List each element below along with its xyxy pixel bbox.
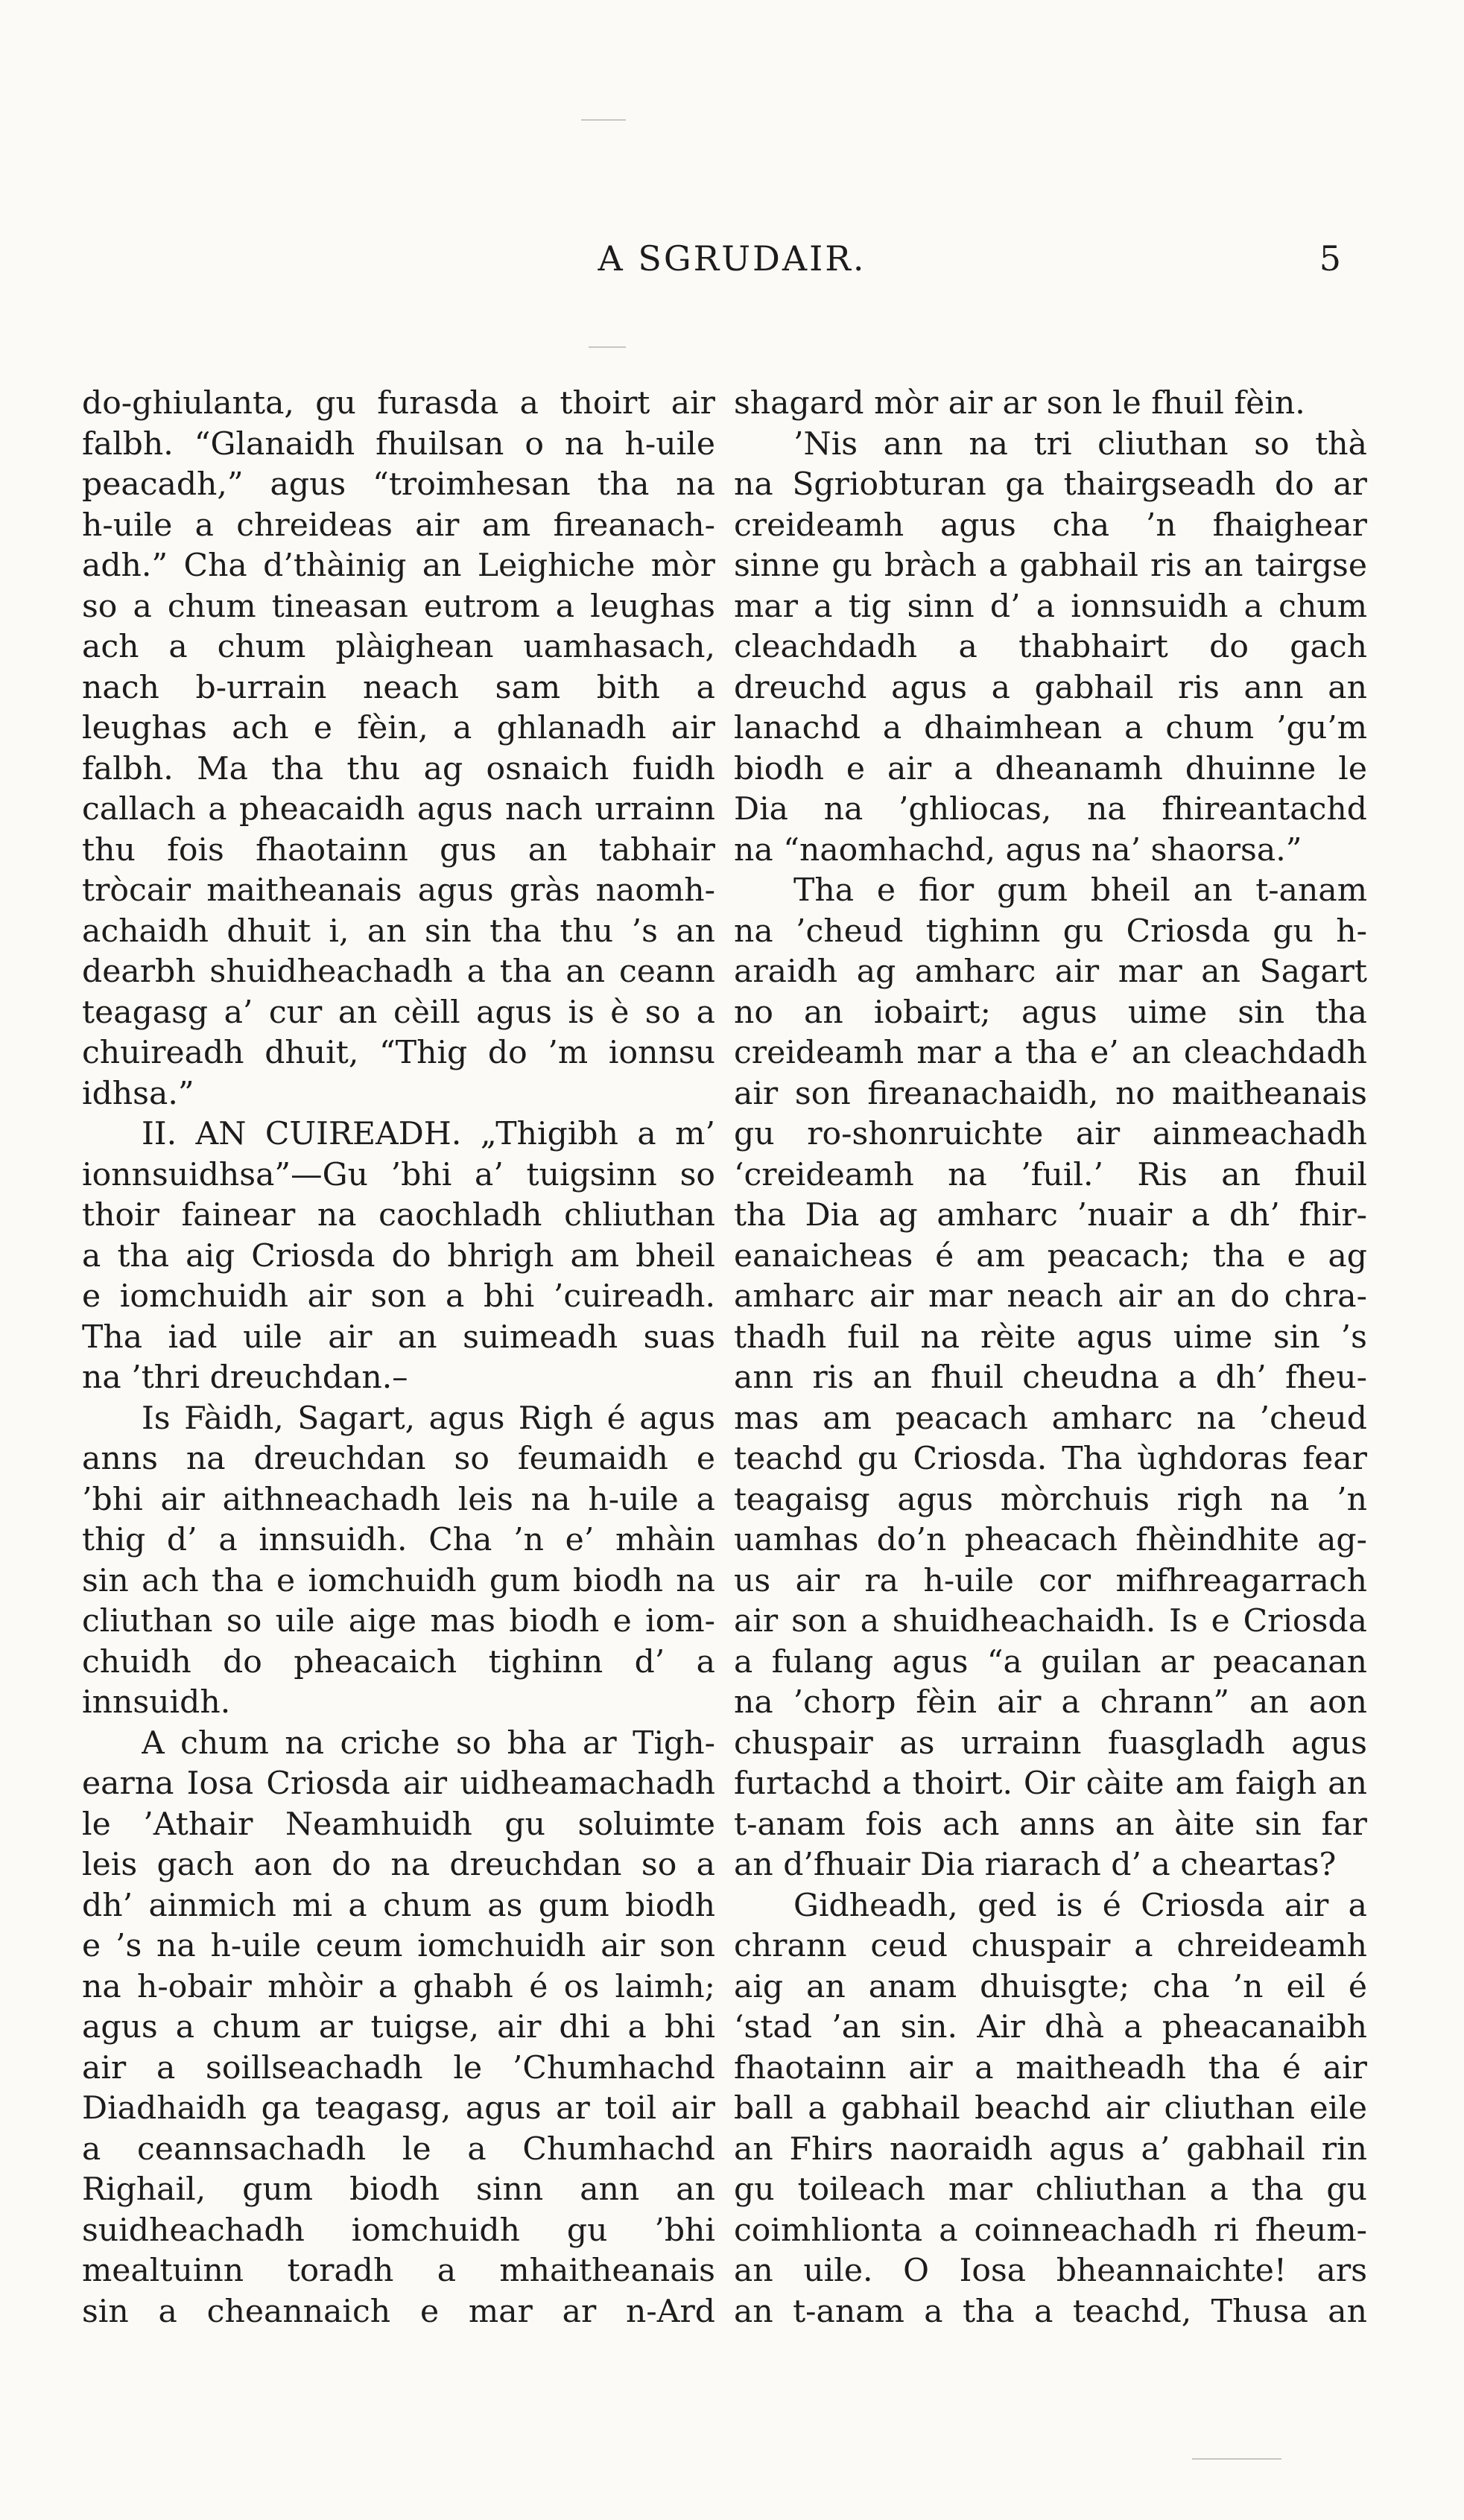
text-line: Righail, gum biodh sinn ann an — [82, 2171, 715, 2208]
text-line: uamhas do’n pheacach fhèindhite ag- — [734, 1522, 1367, 1558]
text-line: tròcair maitheanais agus gràs naomh- — [82, 872, 715, 909]
text-line: thig d’ a innsuidh. Cha ’n e’ mhàin — [82, 1522, 715, 1558]
text-line: air son fireanachaidh, no maitheanais — [734, 1075, 1367, 1112]
text-line: callach a pheacaidh agus nach urrainn — [82, 791, 715, 828]
paragraph — [82, 1114, 715, 1155]
paragraph — [82, 384, 715, 1114]
top-mark — [581, 119, 626, 121]
text-line: achaidh dhuit i, an sin tha thu ’s an — [82, 913, 715, 950]
text-line: air a soillseachadh le ’Chumhachd — [82, 2049, 715, 2086]
text-line: ’Nis ann na tri cliuthan so thà — [793, 425, 1367, 463]
text-line: agus a chum ar tuigse, air dhi a bhi — [82, 2009, 715, 2045]
text-line: h-uile a chreideas air am fireanach- — [82, 507, 715, 544]
text-line: araidh ag amharc air mar an Sagart — [734, 953, 1367, 990]
text-line: no an iobairt; agus uime sin tha — [734, 994, 1367, 1031]
text-line: gu ro-shonruichte air ainmeachadh — [734, 1116, 1367, 1152]
text-line: chrann ceud chuspair a chreideamh — [734, 1928, 1367, 1964]
text-line: nach b-urrain neach sam bith a — [82, 669, 715, 706]
text-line: mar a tig sinn d’ a ionnsuidh a chum — [734, 588, 1367, 625]
text-line: leis gach aon do na dreuchdan so a — [82, 1847, 715, 1883]
text-line: sin a cheannaich e mar ar n-Ard — [82, 2293, 715, 2330]
text-line: leughas ach e fèin, a ghlanadh air — [82, 710, 715, 746]
text-line: ach a chum plàighean uamhasach, — [82, 629, 715, 665]
text-line: an t-anam a tha a teachd, Thusa an — [734, 2293, 1367, 2330]
text-line: na ’thri dreuchdan.– — [82, 1359, 408, 1396]
text-line: falbh. “Glanaidh fhuilsan o na h-uile — [82, 425, 715, 463]
text-line: thu fois fhaotainn gus an tabhair — [82, 831, 715, 869]
paragraph — [82, 1764, 715, 2332]
text-line: cliuthan so uile aige mas biodh e iom- — [82, 1603, 715, 1640]
text-line: amharc air mar neach air an do chra- — [734, 1278, 1367, 1315]
text-line: an d’fhuair Dia riarach d’ a cheartas? — [734, 1847, 1337, 1883]
paragraph — [734, 425, 1367, 466]
text-line: aig an anam dhuisgte; cha ’n eil é — [734, 1968, 1367, 2005]
text-line: A chum na criche so bha ar Tigh- — [142, 1724, 715, 1762]
text-line: chuspair as urrainn fuasgladh agus — [734, 1724, 1367, 1762]
text-line: cleachdadh a thabhairt do gach — [734, 629, 1367, 665]
paragraph — [82, 1439, 715, 1724]
text-line: a tha aig Criosda do bhrigh am bheil — [82, 1237, 715, 1275]
text-line: suidheachadh iomchuidh gu ’bhi — [82, 2212, 715, 2249]
text-line: sin ach tha e iomchuidh gum biodh na — [82, 1562, 715, 1599]
text-line: so a chum tineasan eutrom a leughas — [82, 588, 715, 625]
right-column — [734, 384, 1367, 2332]
text-line: Is Fàidh, Sagart, agus Righ é agus — [142, 1400, 715, 1437]
section-heading-line: II. AN CUIREADH. „Thigibh a m’ — [142, 1116, 715, 1152]
text-line: an Fhirs naoraidh agus a’ gabhail rin — [734, 2130, 1367, 2168]
text-line: innsuidh. — [82, 1684, 231, 1721]
text-line: ‘stad ’an sin. Air dhà a pheacanaibh — [734, 2009, 1367, 2045]
text-line: dearbh shuidheachadh a tha an ceann — [82, 953, 715, 990]
text-line: lanachd a dhaimhean a chum ’gu’m — [734, 710, 1367, 746]
text-line: ball a gabhail beachd air cliuthan eile — [734, 2090, 1367, 2127]
text-line: do-ghiulanta, gu furasda a thoirt air — [82, 385, 715, 422]
text-line: peacadh,” agus “troimhesan tha na — [82, 466, 715, 503]
text-line: teachd gu Criosda. Tha ùghdoras fear — [734, 1441, 1367, 1477]
text-line: ‘creideamh na ’fuil.’ Ris an fhuil — [734, 1156, 1367, 1193]
text-line: air son a shuidheachaidh. Is e Criosda — [734, 1603, 1367, 1640]
text-line: e iomchuidh air son a bhi ’cuireadh. — [82, 1278, 715, 1315]
text-line: Diadhaidh ga teagasg, agus ar toil air — [82, 2090, 715, 2127]
text-line: adh.” Cha d’thàinig an Leighiche mòr — [82, 548, 715, 584]
text-line: chuidh do pheacaich tighinn d’ a — [82, 1643, 715, 1680]
text-line: an uile. O Iosa bheannaichte! ars — [734, 2253, 1367, 2289]
paragraph — [82, 1399, 715, 1440]
paragraph — [82, 1724, 715, 1765]
text-line: Tha e fior gum bheil an t-anam — [793, 872, 1367, 909]
text-line: na “naomhachd, agus na’ shaorsa.” — [734, 831, 1302, 869]
text-line: eanaicheas é am peacach; tha e ag — [734, 1237, 1367, 1275]
text-line: mas am peacach amharc na ’cheud — [734, 1400, 1367, 1437]
text-line: teagasg a’ cur an cèill agus is è so a — [82, 994, 715, 1031]
text-line: sinne gu bràch a gabhail ris an tairgse — [734, 548, 1367, 584]
text-line: biodh e air a dheanamh dhuinne le — [734, 750, 1367, 787]
text-line: Gidheadh, ged is é Criosda air a — [793, 1887, 1367, 1924]
text-line: Dia na ’ghliocas, na fhireantachd — [734, 791, 1367, 828]
text-line: dreuchd agus a gabhail ris ann an — [734, 669, 1367, 706]
text-line: creideamh mar a tha e’ an cleachdadh — [734, 1035, 1367, 1071]
text-line: falbh. Ma tha thu ag osnaich fuidh — [82, 750, 715, 787]
header-rule — [589, 346, 626, 348]
text-line: ionnsuidhsa”—Gu ’bhi a’ tuigsinn so — [82, 1156, 715, 1193]
text-line: creideamh agus cha ’n fhaighear — [734, 507, 1367, 544]
paragraph — [734, 384, 1367, 425]
paragraph — [734, 465, 1367, 871]
text-line: na h-obair mhòir a ghabh é os laimh; — [82, 1968, 715, 2005]
text-line: us air ra h-uile cor mifhreagarrach — [734, 1562, 1367, 1599]
paragraph — [734, 1886, 1367, 1927]
text-line: na ’cheud tighinn gu Criosda gu h- — [734, 913, 1367, 950]
text-line: gu toileach mar chliuthan a tha gu — [734, 2171, 1367, 2208]
text-line: na Sgriobturan ga thairgseadh do ar — [734, 466, 1367, 503]
paragraph — [734, 1926, 1367, 2332]
bottom-mark — [1192, 2458, 1281, 2460]
text-line: earna Iosa Criosda air uidheamachadh — [82, 1765, 715, 1802]
text-line: ann ris an fhuil cheudna a dh’ fheu- — [734, 1359, 1367, 1396]
paragraph — [82, 1155, 715, 1399]
text-line: fhaotainn air a maitheadh tha é air — [734, 2049, 1367, 2086]
text-line: teagaisg agus mòrchuis righ na ’n — [734, 1481, 1367, 1518]
text-line: anns na dreuchdan so feumaidh e — [82, 1441, 715, 1477]
text-line: thadh fuil na rèite agus uime sin ’s — [734, 1318, 1367, 1356]
text-line: mealtuinn toradh a mhaitheanais — [82, 2253, 715, 2289]
text-line: ’bhi air aithneachadh leis na h-uile a — [82, 1481, 715, 1518]
text-line: le ’Athair Neamhuidh gu soluimte — [82, 1806, 715, 1843]
text-line: na ’chorp fèin air a chrann” an aon — [734, 1684, 1367, 1721]
running-title: A SGRUDAIR. — [598, 238, 866, 279]
text-line: chuireadh dhuit, “Thig do ’m ionnsu — [82, 1035, 715, 1071]
text-line: Tha iad uile air an suimeadh suas — [82, 1318, 715, 1356]
text-line: a ceannsachadh le a Chumhachd — [82, 2130, 715, 2168]
text-line: t-anam fois ach anns an àite sin far — [734, 1806, 1367, 1843]
text-line: furtachd a thoirt. Oir càite am faigh an — [734, 1765, 1367, 1802]
text-line: a fulang agus “a guilan ar peacanan — [734, 1643, 1367, 1680]
text-line: thoir fainear na caochladh chliuthan — [82, 1197, 715, 1234]
paragraph — [734, 912, 1367, 1886]
text-line: dh’ ainmich mi a chum as gum biodh — [82, 1887, 715, 1924]
running-header — [0, 238, 1464, 283]
text-line: e ’s na h-uile ceum iomchuidh air son — [82, 1928, 715, 1964]
text-line: tha Dia ag amharc ’nuair a dh’ fhir- — [734, 1197, 1367, 1234]
text-line: coimhlionta a coinneachadh ri fheum- — [734, 2212, 1367, 2249]
text-line: idhsa.” — [82, 1075, 194, 1112]
text-line: shagard mòr air ar son le fhuil fèin. — [734, 385, 1305, 422]
page-number: 5 — [1319, 238, 1341, 279]
left-column — [82, 384, 715, 2332]
paragraph — [734, 871, 1367, 912]
